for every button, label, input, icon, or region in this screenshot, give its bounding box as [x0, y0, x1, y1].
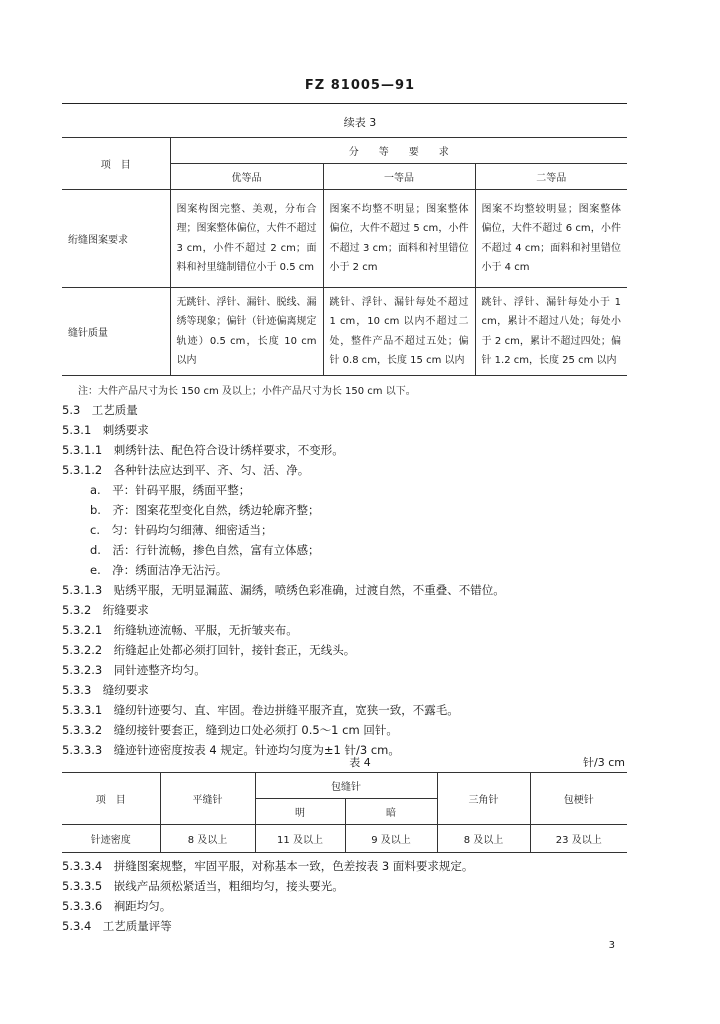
clause-text: 5.3.3.2 缝纫接针要套正，缝到边口处必须打 0.5～1 cm 回针。	[62, 723, 398, 737]
clause-text: 5.3.2.3 同针迹整齐均匀。	[62, 663, 206, 677]
table3-grade-first: 一等品	[323, 164, 475, 190]
clause-text: 5.3.1.1 刺绣针法、配色符合设计绣样要求，不变形。	[62, 443, 344, 457]
table3	[62, 137, 627, 376]
clause-text: 5.3.3.5 嵌线产品须松紧适当，粗细均匀，接头要光。	[62, 879, 344, 893]
table4-cell: 8 及以上	[437, 825, 530, 853]
table3-cell: 图案不均整较明显；图案整体偏位，大件不超过 6 cm，小件不超过 4 cm；面料和衬里错位小于 4 cm	[475, 190, 627, 288]
clause-text: 5.3.3.6 裥距均匀。	[62, 899, 172, 913]
table4	[62, 772, 627, 853]
clause-text: 5.3.3.1 缝纫针迹要匀、直、牢固。卷边拼缝平服齐直，宽狭一致，不露毛。	[62, 703, 459, 717]
table3-note: 注：大件产品尺寸为长 150 cm 及以上；小件产品尺寸为长 150 cm 以下。	[78, 386, 416, 397]
clause-text: 5.3.3.3 缝迹针迹密度按表 4 规定。针迹均匀度为±1 针/3 cm。	[62, 743, 400, 757]
list-item: d. 活：行针流畅，掺色自然，富有立体感；	[90, 543, 320, 557]
table4-wrap-header: 包缝针	[255, 773, 437, 799]
table4-edge-header: 包梗针	[530, 773, 627, 825]
table4-cell: 8 及以上	[160, 825, 255, 853]
document-id: FZ 81005—91	[304, 78, 416, 93]
table4-row-name: 针迹密度	[62, 825, 160, 853]
table4-flat-header: 平缝针	[160, 773, 255, 825]
clause-text: 5.3.1.3 贴绣平服，无明显漏蓝、漏绣，喷绣色彩准确，过渡自然，不重叠、不错位。	[62, 583, 505, 597]
clause-text: 5.3.1.2 各种针法应达到平、齐、匀、活、净。	[62, 463, 310, 477]
table4-dark-header: 暗	[345, 799, 437, 825]
table3-cell: 无跳针、浮针、漏针、脱线、漏绣等现象；偏针（针迹偏离规定轨迹）0.5 cm，长度 10 cm 以内	[170, 288, 323, 376]
table4-cell: 9 及以上	[345, 825, 437, 853]
list-item: a. 平：针码平服，绣面平整；	[90, 483, 251, 497]
section-heading: 5.3.4 工艺质量评等	[62, 919, 172, 933]
table4-cell: 11 及以上	[255, 825, 345, 853]
table3-caption: 续表 3	[343, 116, 377, 129]
table3-cell: 跳针、浮针、漏针每处不超过 1 cm，10 cm 以内不超过二处，整件产品不超过五处；偏针 0.8 cm，长度 15 cm 以内	[323, 288, 475, 376]
table4-tri-header: 三角针	[437, 773, 530, 825]
table4-bright-header: 明	[255, 799, 345, 825]
table3-row-name: 缝针质量	[62, 288, 170, 376]
table3-cell: 跳针、浮针、漏针每处小于 1 cm，累计不超过八处；每处小于 2 cm，累计不超过四处；偏针 1.2 cm，长度 25 cm 以内	[475, 288, 627, 376]
section-heading: 5.3.2 绗缝要求	[62, 603, 149, 617]
clause-text: 5.3.2.1 绗缝轨迹流畅、平服，无折皱夹布。	[62, 623, 298, 637]
table3-cell: 图案不均整不明显；图案整体偏位，大件不超过 5 cm，小件不超过 3 cm；面料和衬里错位小于 2 cm	[323, 190, 475, 288]
table3-row-name: 绗缝图案要求	[62, 190, 170, 288]
table4-unit: 针/3 cm	[583, 756, 625, 769]
table3-item-header: 项 目	[62, 138, 170, 190]
clause-text: 5.3.3.4 拼缝图案规整，牢固平服，对称基本一致，色差按表 3 面料要求规定。	[62, 859, 474, 873]
list-item: c. 匀：针码均匀细薄、细密适当；	[90, 523, 273, 537]
list-item: e. 净：绣面洁净无沾污。	[90, 563, 228, 577]
section-heading: 5.3 工艺质量	[62, 403, 138, 417]
table3-grade-header: 分 等 要 求	[170, 138, 627, 164]
table3-grade-premium: 优等品	[170, 164, 323, 190]
header-rule	[62, 103, 627, 104]
clause-text: 5.3.2.2 绗缝起止处都必须打回针，接针套正，无线头。	[62, 643, 356, 657]
table3-grade-second: 二等品	[475, 164, 627, 190]
table3-cell: 图案构图完整、美观，分布合理；图案整体偏位，大件不超过 3 cm，小件不超过 2 cm；面料和衬里缝制错位小于 0.5 cm	[170, 190, 323, 288]
table4-cell: 23 及以上	[530, 825, 627, 853]
section-heading: 5.3.3 缝纫要求	[62, 683, 149, 697]
table4-item-header: 项 目	[62, 773, 160, 825]
section-heading: 5.3.1 刺绣要求	[62, 423, 149, 437]
table4-caption: 表 4	[349, 756, 371, 769]
page-number: 3	[608, 940, 615, 951]
list-item: b. 齐：图案花型变化自然，绣边轮廓齐整；	[90, 503, 320, 517]
